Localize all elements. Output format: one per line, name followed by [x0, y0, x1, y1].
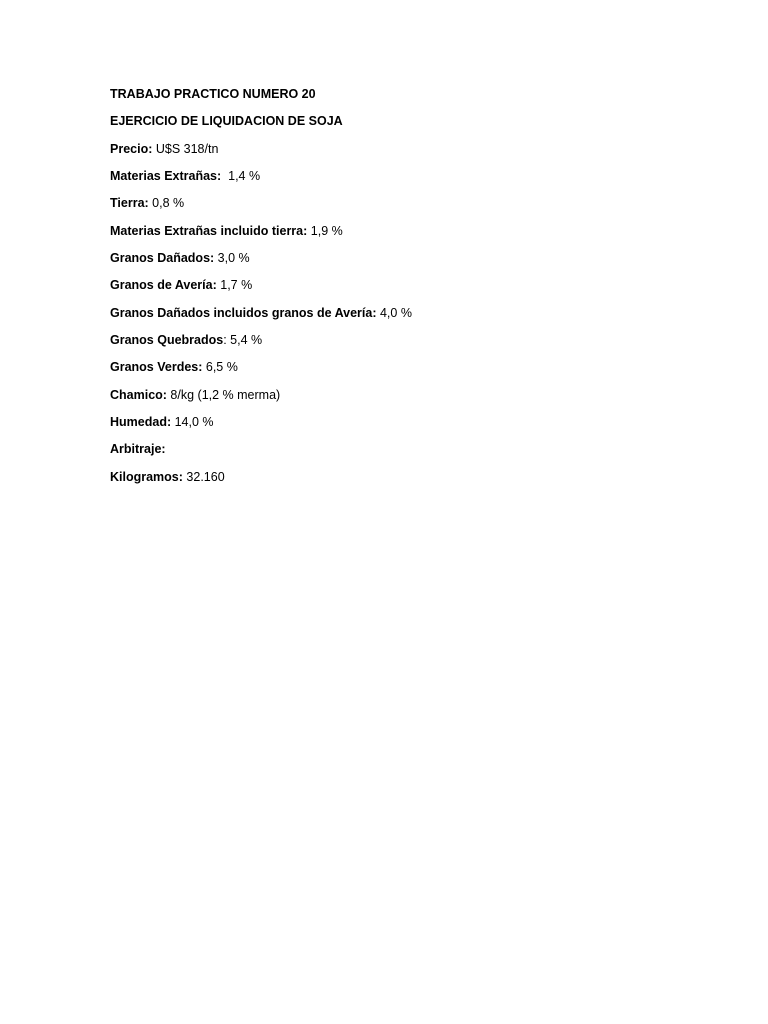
document-body: [110, 86, 670, 496]
subtitle-text: EJERCICIO DE LIQUIDACION DE SOJA: [110, 114, 343, 129]
field-value: 8/kg (1,2 % merma): [166, 387, 281, 402]
field-label: Tierra:: [110, 196, 149, 211]
document-title: [110, 86, 670, 102]
field-label: Granos Quebrados: [110, 333, 224, 348]
field-precio: [110, 141, 670, 157]
field-granos-quebrados: [110, 332, 670, 348]
field-value: 1,9 %: [307, 223, 343, 238]
field-value: 3,0 %: [214, 251, 250, 266]
field-label: Granos Dañados incluidos granos de Avería:: [110, 305, 377, 320]
title-text: TRABAJO PRACTICO NUMERO 20: [110, 87, 316, 101]
field-value: 0,8 %: [148, 196, 185, 211]
document-subtitle: [110, 113, 670, 129]
field-materias-extranas: [110, 168, 670, 184]
field-label: Materias Extrañas incluido tierra:: [110, 223, 308, 238]
field-label: Kilogramos:: [110, 469, 183, 484]
field-value: 32.160: [182, 469, 225, 484]
field-chamico: [110, 387, 670, 403]
field-tierra: [110, 195, 670, 211]
field-value: 1,4 %: [221, 169, 261, 184]
field-value: 1,7 %: [216, 278, 253, 293]
field-value: 4,0 %: [376, 305, 412, 320]
field-value: 14,0 %: [171, 415, 214, 430]
field-value: : 5,4 %: [223, 333, 263, 348]
field-kilogramos: [110, 469, 670, 485]
field-value: 6,5 %: [202, 360, 238, 375]
field-humedad: [110, 414, 670, 430]
field-label: Materias Extrañas:: [110, 169, 222, 184]
field-label: Chamico:: [110, 387, 167, 402]
field-label: Humedad:: [110, 415, 172, 430]
field-label: Granos Verdes:: [110, 360, 203, 375]
field-granos-averia: [110, 277, 670, 293]
field-label: Granos de Avería:: [110, 278, 217, 293]
field-granos-danados: [110, 250, 670, 266]
field-granos-danados-averia: [110, 305, 670, 321]
field-label: Precio:: [110, 141, 153, 156]
field-label: Arbitraje:: [110, 442, 166, 457]
field-arbitraje: [110, 441, 670, 457]
field-label: Granos Dañados:: [110, 251, 215, 266]
field-granos-verdes: [110, 359, 670, 375]
field-value: U$S 318/tn: [152, 141, 219, 156]
field-materias-extranas-tierra: [110, 223, 670, 239]
